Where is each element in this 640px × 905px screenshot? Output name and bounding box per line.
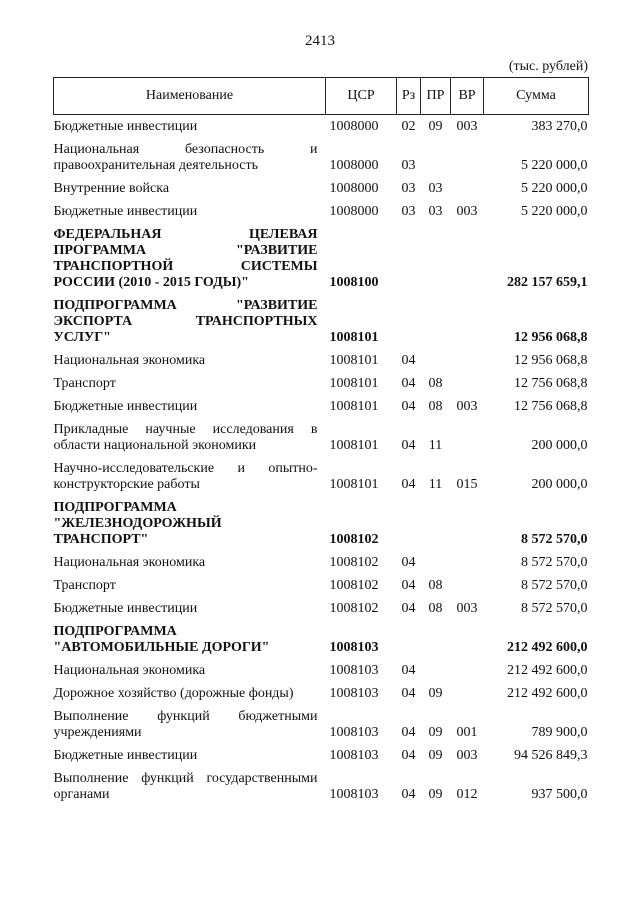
cell-csr: 1008101 xyxy=(329,399,379,414)
cell-pr xyxy=(421,220,451,291)
cell-csr: 1008102 xyxy=(329,601,379,616)
cell-vr: 003 xyxy=(456,601,478,616)
cell-name: Национальная безопасность и правоохранительная деятельность xyxy=(53,142,318,173)
cell-csr: 1008000 xyxy=(329,158,379,173)
cell-sum: 5 220 000,0 xyxy=(521,181,588,196)
cell-vr: 001 xyxy=(456,725,478,740)
cell-rz: 04 xyxy=(401,748,416,763)
cell-vr xyxy=(451,679,484,702)
cell-name: Выполнение функций бюджетными учреждениями xyxy=(53,709,318,740)
table-row xyxy=(54,656,589,679)
cell-pr: 08 xyxy=(428,399,443,414)
table-row xyxy=(54,415,589,454)
cell-rz: 04 xyxy=(401,787,416,802)
cell-rz: 04 xyxy=(401,601,416,616)
cell-name: Научно-исследовательские и опытно-конструкторские работы xyxy=(53,461,318,492)
table-row xyxy=(54,197,589,220)
cell-sum: 5 220 000,0 xyxy=(521,204,588,219)
cell-csr: 1008000 xyxy=(329,204,379,219)
cell-vr: 015 xyxy=(456,477,478,492)
cell-pr: 08 xyxy=(428,376,443,391)
cell-name: Национальная экономика xyxy=(53,353,206,368)
cell-sum: 212 492 600,0 xyxy=(507,686,588,701)
cell-pr: 03 xyxy=(428,204,443,219)
cell-pr xyxy=(421,493,451,548)
table-row xyxy=(54,571,589,594)
cell-sum: 8 572 570,0 xyxy=(521,578,588,593)
cell-rz: 04 xyxy=(401,438,416,453)
cell-rz: 04 xyxy=(401,578,416,593)
cell-csr: 1008103 xyxy=(329,748,379,763)
cell-csr: 1008103 xyxy=(329,663,379,678)
cell-sum: 12 956 068,8 xyxy=(514,353,588,368)
cell-pr: 11 xyxy=(428,438,443,453)
cell-sum: 12 956 068,8 xyxy=(514,330,588,345)
cell-vr xyxy=(451,174,484,197)
cell-name: Бюджетные инвестиции xyxy=(53,601,198,616)
cell-pr: 11 xyxy=(428,477,443,492)
cell-pr xyxy=(421,548,451,571)
table-row xyxy=(54,115,589,136)
table-row xyxy=(54,702,589,741)
cell-rz xyxy=(397,220,421,291)
budget-table xyxy=(53,77,589,803)
cell-csr: 1008102 xyxy=(329,578,379,593)
cell-pr: 03 xyxy=(428,181,443,196)
cell-rz: 04 xyxy=(401,399,416,414)
header-name: Наименование xyxy=(54,78,326,115)
cell-vr: 003 xyxy=(456,748,478,763)
cell-pr xyxy=(421,135,451,174)
cell-name: Транспорт xyxy=(53,376,116,391)
cell-name: Дорожное хозяйство (дорожные фонды) xyxy=(53,686,294,701)
cell-pr: 09 xyxy=(428,119,443,134)
cell-vr xyxy=(451,617,484,656)
cell-rz xyxy=(397,617,421,656)
cell-rz: 04 xyxy=(401,353,416,368)
cell-name: Бюджетные инвестиции xyxy=(53,119,198,134)
cell-sum: 383 270,0 xyxy=(531,119,588,134)
cell-csr: 1008101 xyxy=(329,353,379,368)
header-rz: Рз xyxy=(397,78,421,115)
cell-csr: 1008103 xyxy=(329,686,379,701)
cell-vr xyxy=(451,369,484,392)
table-row xyxy=(54,548,589,571)
cell-pr xyxy=(421,291,451,346)
cell-csr: 1008101 xyxy=(329,376,379,391)
table-row xyxy=(54,220,589,291)
table-row xyxy=(54,135,589,174)
cell-csr: 1008100 xyxy=(329,275,379,290)
cell-name: ФЕДЕРАЛЬНАЯ ЦЕЛЕВАЯ ПРОГРАММА "РАЗВИТИЕ ТРАНСПОРТНОЙ СИСТЕМЫ РОССИИ (2010 - 2015 ГОДЫ)" xyxy=(53,227,318,290)
cell-sum: 200 000,0 xyxy=(531,477,588,492)
cell-sum: 8 572 570,0 xyxy=(521,555,588,570)
cell-sum: 937 500,0 xyxy=(531,787,588,802)
cell-sum: 12 756 068,8 xyxy=(514,376,588,391)
cell-csr: 1008000 xyxy=(329,181,379,196)
cell-pr: 08 xyxy=(428,578,443,593)
table-row xyxy=(54,369,589,392)
cell-name: Внутренние войска xyxy=(53,181,170,196)
cell-vr xyxy=(451,415,484,454)
cell-csr: 1008103 xyxy=(329,640,379,655)
cell-pr xyxy=(421,346,451,369)
cell-vr: 003 xyxy=(456,119,478,134)
cell-pr: 09 xyxy=(428,686,443,701)
header-vr: ВР xyxy=(451,78,484,115)
cell-pr xyxy=(421,617,451,656)
cell-csr: 1008103 xyxy=(329,725,379,740)
header-csr: ЦСР xyxy=(326,78,397,115)
cell-vr: 003 xyxy=(456,399,478,414)
cell-rz: 02 xyxy=(401,119,416,134)
cell-name: ПОДПРОГРАММА "ЖЕЛЕЗНОДОРОЖНЫЙ ТРАНСПОРТ" xyxy=(53,500,222,547)
cell-sum: 212 492 600,0 xyxy=(507,640,588,655)
cell-sum: 12 756 068,8 xyxy=(514,399,588,414)
cell-rz: 04 xyxy=(401,686,416,701)
table-row xyxy=(54,741,589,764)
cell-csr: 1008000 xyxy=(329,119,379,134)
cell-sum: 8 572 570,0 xyxy=(521,601,588,616)
cell-csr: 1008102 xyxy=(329,555,379,570)
cell-rz xyxy=(397,291,421,346)
page-number: 2413 xyxy=(305,33,335,49)
cell-vr xyxy=(451,220,484,291)
cell-name: ПОДПРОГРАММА "АВТОМОБИЛЬНЫЕ ДОРОГИ" xyxy=(53,624,270,655)
cell-rz: 03 xyxy=(401,181,416,196)
cell-vr xyxy=(451,493,484,548)
cell-pr: 08 xyxy=(428,601,443,616)
header-pr: ПР xyxy=(421,78,451,115)
cell-name: Выполнение функций государственными органами xyxy=(53,771,318,802)
cell-sum: 200 000,0 xyxy=(531,438,588,453)
cell-vr xyxy=(451,571,484,594)
cell-vr xyxy=(451,656,484,679)
cell-name: Национальная экономика xyxy=(53,663,206,678)
table-row xyxy=(54,493,589,548)
table-row xyxy=(54,617,589,656)
cell-rz: 04 xyxy=(401,725,416,740)
cell-sum: 8 572 570,0 xyxy=(521,532,588,547)
header-sum: Сумма xyxy=(484,78,589,115)
cell-csr: 1008102 xyxy=(329,532,379,547)
cell-rz: 03 xyxy=(401,158,416,173)
units-label: (тыс. рублей) xyxy=(508,59,588,74)
cell-name: Бюджетные инвестиции xyxy=(53,204,198,219)
cell-name: ПОДПРОГРАММА "РАЗВИТИЕ ЭКСПОРТА ТРАНСПОРТНЫХ УСЛУГ" xyxy=(53,298,318,345)
cell-csr: 1008103 xyxy=(329,787,379,802)
table-header-row xyxy=(54,78,589,115)
table-row xyxy=(54,291,589,346)
cell-vr: 003 xyxy=(456,204,478,219)
table-body xyxy=(54,115,589,804)
cell-rz: 04 xyxy=(401,376,416,391)
cell-name: Прикладные научные исследования в области национальной экономики xyxy=(53,422,318,453)
cell-name: Бюджетные инвестиции xyxy=(53,748,198,763)
table-row xyxy=(54,594,589,617)
cell-rz: 04 xyxy=(401,477,416,492)
cell-csr: 1008101 xyxy=(329,438,379,453)
cell-rz: 04 xyxy=(401,555,416,570)
cell-sum: 282 157 659,1 xyxy=(507,275,588,290)
cell-rz xyxy=(397,493,421,548)
cell-vr xyxy=(451,291,484,346)
cell-name: Национальная экономика xyxy=(53,555,206,570)
cell-vr xyxy=(451,135,484,174)
table-row xyxy=(54,764,589,803)
cell-vr: 012 xyxy=(456,787,478,802)
cell-rz: 04 xyxy=(401,663,416,678)
table-row xyxy=(54,392,589,415)
cell-pr: 09 xyxy=(428,725,443,740)
cell-rz: 03 xyxy=(401,204,416,219)
cell-name: Транспорт xyxy=(53,578,116,593)
table-row xyxy=(54,174,589,197)
cell-sum: 94 526 849,3 xyxy=(514,748,588,763)
cell-sum: 212 492 600,0 xyxy=(507,663,588,678)
cell-pr xyxy=(421,656,451,679)
cell-sum: 789 900,0 xyxy=(531,725,588,740)
table-row xyxy=(54,679,589,702)
cell-vr xyxy=(451,346,484,369)
cell-sum: 5 220 000,0 xyxy=(521,158,588,173)
cell-csr: 1008101 xyxy=(329,330,379,345)
cell-pr: 09 xyxy=(428,787,443,802)
cell-vr xyxy=(451,548,484,571)
table-row xyxy=(54,346,589,369)
cell-name: Бюджетные инвестиции xyxy=(53,399,198,414)
cell-pr: 09 xyxy=(428,748,443,763)
table-row xyxy=(54,454,589,493)
cell-csr: 1008101 xyxy=(329,477,379,492)
